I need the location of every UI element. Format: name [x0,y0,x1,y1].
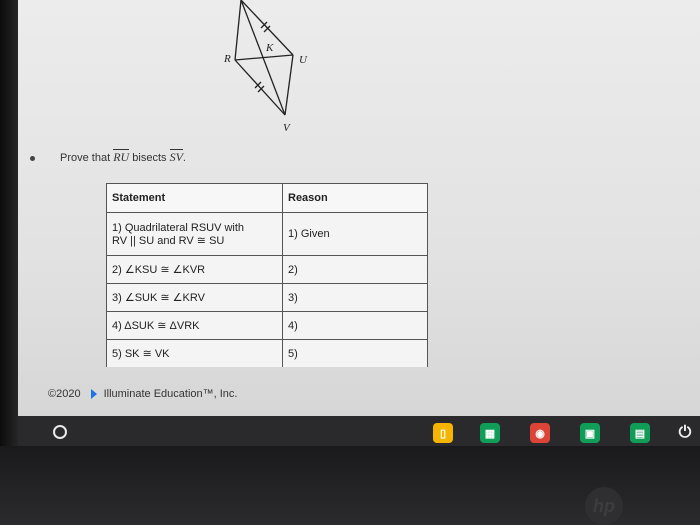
table-row [107,340,428,368]
table-row [107,213,428,256]
google-classroom-icon[interactable]: ▣ [580,423,600,443]
google-sheets-icon[interactable]: ▦ [480,423,500,443]
launcher-button[interactable] [53,425,67,439]
reason-cell[interactable]: 5) [283,340,428,368]
diagonal-sv [241,0,285,115]
vertex-label-r: R [224,53,231,65]
power-icon[interactable]: ⏻ [675,423,695,443]
statement-cell: 2) ∠KSU ≅ ∠KVR [107,256,283,284]
statement-header: Statement [107,184,283,213]
hp-logo: hp [585,487,623,525]
segment-sv: SV [169,150,183,164]
reason-header: Reason [283,184,428,213]
quadrilateral-figure [205,0,335,140]
illuminate-logo-icon [91,389,97,399]
google-keep-icon[interactable]: ▯ [433,423,453,443]
reason-cell[interactable]: 2) [283,256,428,284]
side-vr [235,60,285,115]
side-uv [285,55,293,115]
footer [48,388,237,400]
table-row [107,312,428,340]
statement-cell: 4) ΔSUK ≅ ΔVRK [107,312,283,340]
vertex-label-k: K [266,42,274,54]
prompt-middle: bisects [132,152,167,164]
statement-cell: 3) ∠SUK ≅ ∠KRV [107,284,283,312]
statement-line: 1) Quadrilateral RSUV with [112,221,245,234]
prompt-prefix: Prove that [60,152,111,164]
proof-table [106,183,428,367]
reason-cell[interactable]: 4) [283,312,428,340]
table-row [107,256,428,284]
vertex-label-u: U [299,54,307,66]
table-row [107,284,428,312]
question-prompt [60,150,186,165]
reason-cell[interactable]: 3) [283,284,428,312]
prompt-suffix: . [182,152,186,164]
company-link[interactable]: Illuminate Education™, Inc. [103,388,238,400]
figure-drawing [205,0,335,140]
vertex-label-v: V [283,122,290,134]
statement-cell: 5) SK ≅ VK [107,340,283,368]
reason-cell[interactable]: 1) Given [283,213,428,256]
side-rs [235,0,241,60]
copyright-text: ©2020 [48,388,81,400]
table-header-row [107,184,428,213]
statement-line: RV || SU and RV ≅ SU [112,234,225,247]
chrome-icon[interactable]: ◉ [530,423,550,443]
statement-cell [107,213,283,256]
question-bullet [30,156,35,161]
segment-ru: RU [113,150,130,164]
google-slides-icon[interactable]: ▤ [630,423,650,443]
